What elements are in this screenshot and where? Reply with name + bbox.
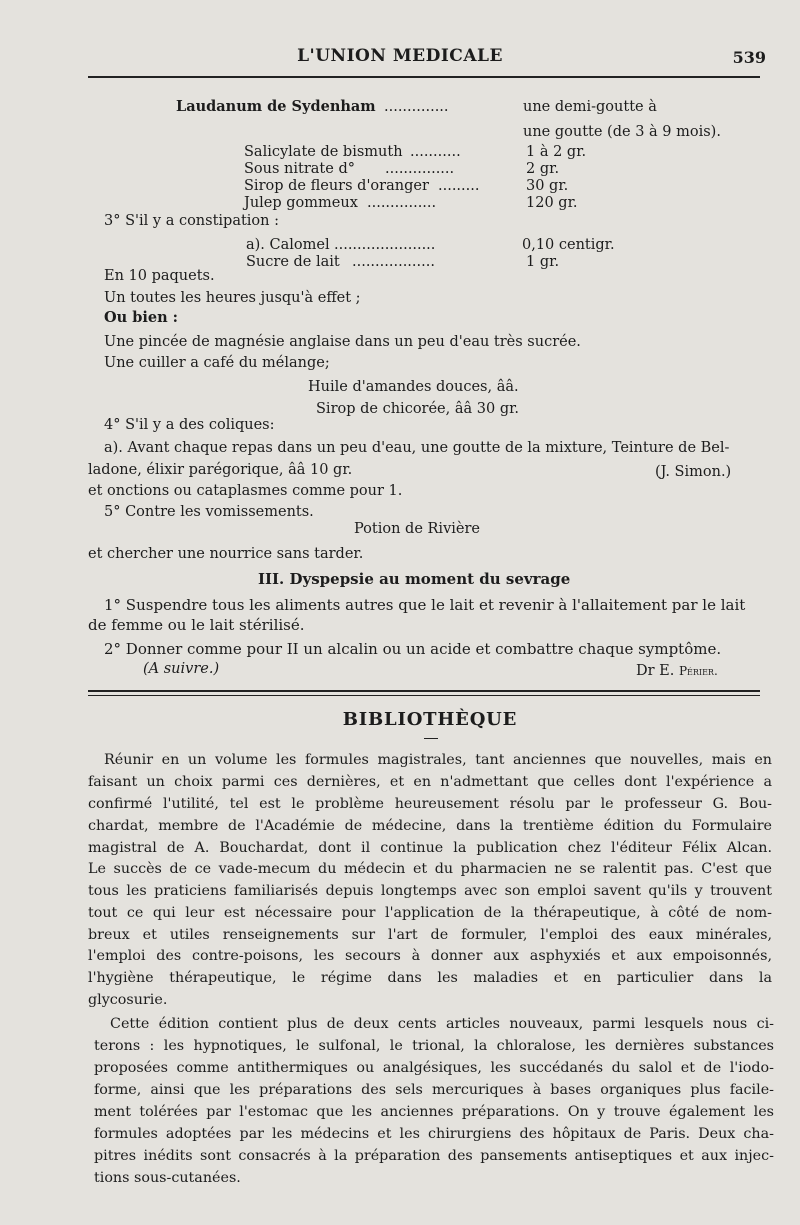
paquets-line: En 10 paquets.	[104, 268, 215, 284]
p1-line: Le succès de ce vade-mecum du médecin et du pharmacien ne se ralentit pas. C'est que	[88, 861, 772, 877]
section-rule-top	[88, 690, 760, 692]
ladone-line: ladone, élixir parégorique, ââ 10 gr.	[88, 462, 353, 478]
laudanum-dose-2: une goutte (de 3 à 9 mois).	[523, 124, 721, 140]
calomel-name: a). Calomel	[246, 237, 330, 253]
dyspepsie-line-1: 1° Suspendre tous les aliments autres que le lait et revenir à l'allaitement par le lait	[104, 596, 746, 614]
p2-line: forme, ainsi que les préparations des sels mercuriques à bases organiques plus facile-	[94, 1082, 774, 1098]
p2-line: ment tolérées par l'estomac que les anciennes préparations. On y trouve également les	[94, 1104, 774, 1120]
p1-line: confirmé l'utilité, tel est le problème heureusement résolu par le professeur G. Bou-	[88, 796, 772, 812]
header-rule	[88, 76, 760, 78]
dyspepsie-line-3: 2° Donner comme pour II un alcalin ou un acide et combattre chaque symptôme.	[104, 640, 722, 658]
julep-dose: 120 gr.	[526, 195, 578, 211]
p2-line: terons : les hypnotiques, le sulfonal, le trional, la chloralose, les dernières substances	[94, 1038, 774, 1054]
sucre-leader: ..................	[352, 254, 435, 270]
sous-nitrate-leader: ...............	[385, 161, 455, 177]
p1-line: tous les praticiens familiarisés depuis longtemps avec son emploi savent qu'ils y trouvent	[88, 883, 772, 899]
sirop-fleurs-dose: 30 gr.	[526, 178, 569, 194]
p1-line: chardat, membre de l'Académie de médecine, dans la trentième édition du Formulaire	[88, 818, 772, 834]
sirop-fleurs-leader: .........	[438, 178, 480, 194]
author-prefix: Dr E.	[636, 663, 679, 679]
p1-line: l'emploi des contre-poisons, les secours à donner aux asphyxiés et aux empoisonnés,	[88, 948, 772, 964]
p2-line: tions sous-cutanées.	[94, 1170, 241, 1186]
sucre-dose: 1 gr.	[526, 254, 560, 270]
p1-line: Réunir en un volume les formules magistrales, tant anciennes que nouvelles, mais en	[104, 752, 772, 768]
constipation-heading: 3° S'il y a constipation :	[104, 213, 279, 229]
simon-credit: (J. Simon.)	[655, 464, 732, 480]
julep-name: Julep gommeux	[244, 195, 358, 211]
laudanum-name: Laudanum de Sydenham	[176, 98, 376, 115]
sirop-fleurs-name: Sirop de fleurs d'oranger	[244, 178, 429, 194]
p1-line: glycosurie.	[88, 992, 168, 1008]
p1-line: faisant un choix parmi ces dernières, et en n'admettant que celles dont l'expérience a	[88, 774, 772, 790]
a-suivre: (A suivre.)	[143, 661, 220, 677]
section-rule-bottom	[88, 695, 760, 696]
p2-line: pitres inédits sont consacrés à la préparation des pansements antiseptiques et aux injec-	[94, 1148, 774, 1164]
sucre-name: Sucre de lait	[246, 254, 340, 270]
sous-nitrate-dose: 2 gr.	[526, 161, 560, 177]
p2-line: Cette édition contient plus de deux cents articles nouveaux, parmi lesquels nous ci-	[110, 1016, 774, 1032]
p1-line: breux et utiles renseignements sur l'art de formuler, l'emploi des eaux minérales,	[88, 927, 772, 943]
p1-line: l'hygiène thérapeutique, le régime dans les maladies et en particulier dans la	[88, 970, 772, 986]
vomissements-heading: 5° Contre les vomissements.	[104, 504, 314, 520]
salicylate-dose: 1 à 2 gr.	[526, 144, 587, 160]
laudanum-dose-1: une demi-goutte à	[523, 99, 657, 115]
dyspepsie-line-2: de femme ou le lait stérilisé.	[88, 616, 305, 634]
coliques-heading: 4° S'il y a des coliques:	[104, 417, 275, 433]
running-header-title: L'UNION MEDICALE	[297, 46, 503, 66]
onctions-line: et onctions ou cataplasmes comme pour 1.	[88, 483, 403, 499]
sous-nitrate-name: Sous nitrate d°	[244, 161, 355, 177]
bibliotheque-title: BIBLIOTHÈQUE	[342, 709, 518, 730]
potion-line: Potion de Rivière	[354, 521, 480, 537]
avant-repas-line: a). Avant chaque repas dans un peu d'eau, une goutte de la mixture, Teinture de Bel-	[104, 440, 730, 456]
p2-line: formules adoptées par les médecins et les chirurgiens des hôpitaux de Paris. Deux cha-	[94, 1126, 774, 1142]
author-name: Périer.	[678, 664, 718, 678]
p2-line: proposées comme antithermiques ou analgésiques, les succédanés du salol et de l'iodo-	[94, 1060, 774, 1076]
nourrice-line: et chercher une nourrice sans tarder.	[88, 546, 364, 562]
salicylate-leader: ...........	[410, 144, 461, 160]
sirop-chicoree-line: Sirop de chicorée, ââ 30 gr.	[316, 401, 520, 417]
salicylate-name: Salicylate de bismuth	[244, 144, 403, 160]
ou-bien-line: Ou bien :	[104, 309, 179, 326]
calomel-leader: ......................	[334, 237, 436, 253]
cuiller-line: Une cuiller a café du mélange;	[104, 355, 330, 371]
dyspepsie-heading: III. Dyspepsie au moment du sevrage	[258, 570, 571, 588]
p1-line: tout ce qui leur est nécessaire pour l'application de la thérapeutique, à côté de nom-	[88, 905, 772, 921]
huile-line: Huile d'amandes douces, ââ.	[308, 379, 519, 395]
title-dash	[424, 738, 438, 739]
p1-line: magistral de A. Bouchardat, dont il continue la publication chez l'éditeur Félix Alcan.	[88, 840, 772, 856]
toutes-heures-line: Un toutes les heures jusqu'à effet ;	[104, 290, 361, 306]
julep-leader: ...............	[367, 195, 437, 211]
page-number: 539	[732, 48, 766, 67]
author-signature	[636, 662, 718, 680]
pincee-line: Une pincée de magnésie anglaise dans un peu d'eau très sucrée.	[104, 334, 581, 350]
laudanum-leader: ..............	[384, 99, 449, 115]
calomel-dose: 0,10 centigr.	[522, 237, 615, 253]
